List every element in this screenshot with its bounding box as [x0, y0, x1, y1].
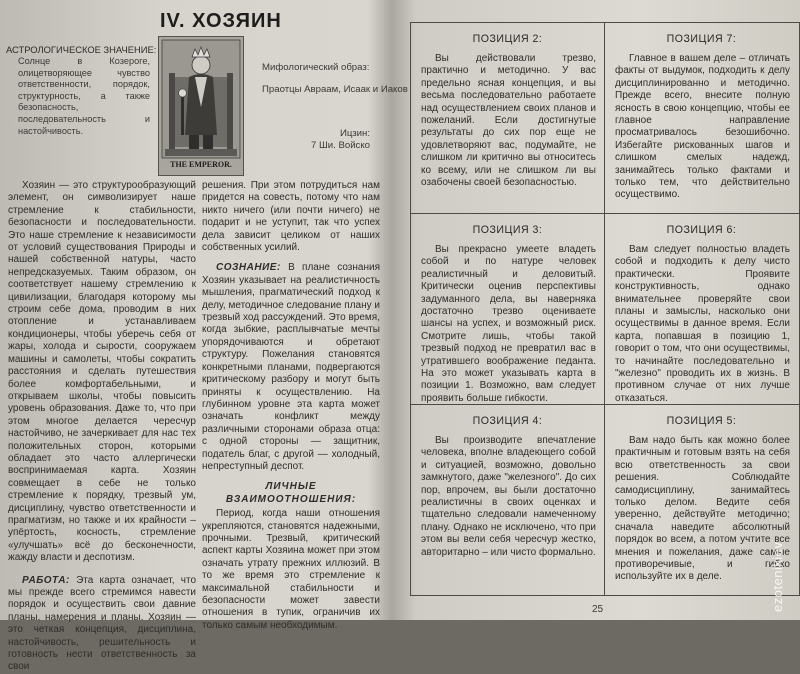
- intro-paragraph: Хозяин — это структурообразующий элемент, он символизирует наше стремление к стабильности, безопасности и последовательности. Это наше стремление к независимости от условий существования Природы и нашей собственной натуры, часто непредсказуемых. Таким образом, он соответствует нашему стремлению к цивилизации, благодаря которому мы строим себе дома, проводим в них отопление и устанавливаем кондиционеры, чтобы уберечь себя от жары, холода и сырости, сооружаем машины и самолеты, чтобы сократить расстояния и сделать путешествия более комфортабельными, и открываем школы, чтобы повысить уровень образования. Даже то, что при этом многое делается чересчур настойчиво, не зачеркивает для нас тех положительных сторон, которыми обладает это часто аллергически воспринимаемая карта. Хозяин совмещает в себе не только стремление к порядку, трезвый ум, дисциплину, чувство ответственности и прагматизм, но также и их крайности – упёртость, косность, стремление «улучшать» всё до бесконечности, жажду власти и деспотизм.: [8, 180, 196, 564]
- iching-value: 7 Ши. Войско: [310, 140, 370, 151]
- position-2-cell: [411, 23, 604, 213]
- position-text: Главное в вашем деле – отличать факты от выдумок, подходить к делу дисциплинированно и методично. Прежде всего, внесите полную ясность в свою концепцию, чтобы ее главное направление просматривалось безошибочно. Избегайте рискованных шагов и слишком смелых надежд, занимайтесь только фактами и только тем, что действительно осуществимо.: [615, 53, 790, 201]
- consciousness-text: В плане сознания Хозяин указывает на реалистичность мышления, прагматический подход к делу, методичное следование плану и трезвый ход рассуждений. Это время, когда зыбкие, расплывчатые мечты упорядочиваются и обретают структуру. Пожелания становятся конкретными планами, подвергаются критическому разбору и могут быть приняты к осуществлению. На глубинном уровне эта карта может означать конфликт между различными сторонами образа отца: с одной стороны — защитник, податель благ, с другой — холодный, непреступный деспот.: [202, 262, 380, 472]
- positions-table: [410, 22, 800, 596]
- relations-text: Период, когда наши отношения укрепляются, становятся надежными, прочными. Трезвый, критический аспект карты Хозяина может при этом означать утрату прежних иллюзий. В то же время это стремление к максимальной стабильности и безопасности может завести отношения в тупик, ограничив их только самым необходимым.: [202, 508, 380, 631]
- astro-text: Солнце в Козероге, олицетворяющее чувство ответственности, порядок, структурность, а также безопасность, последовательность и настойчивость.: [18, 56, 150, 136]
- position-text: Вы прекрасно умеете владеть собой и по натуре человек реалистичный и деловитый. Критически оценив перспективы задуманного дела, вы наверняка достаточно трезво оцениваете шансы на успех, и возможный риск. Смотрите лишь, чтобы такой трезвый подход не превратил вас в утратившего воображение педанта. На это может указывать карта в позиции 1. Возможно, вам следует проявить больше гибкости.: [421, 244, 596, 404]
- myth-label: Мифологический образ:: [262, 62, 370, 73]
- decisions-paragraph: решения. При этом потрудиться нам придется на совесть, потому что нам никто ничего (или почти ничего) не подарит и не уступит, так что успех дела зависит целиком от наших собственных усилий.: [202, 180, 380, 254]
- work-paragraph: [8, 575, 196, 674]
- left-text-column: [8, 180, 196, 674]
- myth-value: Праотцы Авраам, Исаак и Иаков: [262, 84, 408, 95]
- watermark: ezotenikiev: [770, 541, 785, 612]
- right-page: [400, 0, 800, 620]
- emperor-figure-icon: [159, 37, 243, 175]
- position-label: ПОЗИЦИЯ 4:: [472, 415, 543, 427]
- position-text: Вам надо быть как можно более практичным и готовым взять на себя всю ответственность за свои решения. Соблюдайте самодисциплину, занимайтесь только делом. Ведите себя уверенно, действуйте методично; сначала наведите абсолютный порядок во всем, а потом учтите все мнения и пожелания, даже самые противоречивые, и гибко используйте их в деле.: [615, 435, 790, 583]
- consciousness-heading: СОЗНАНИЕ:: [216, 262, 281, 274]
- right-text-column: [202, 180, 380, 632]
- position-label: ПОЗИЦИЯ 7:: [666, 33, 737, 45]
- position-text: Вы действовали трезво, практично и методично. У вас предельно ясная концепция, и вы весьма последовательно работаете над осуществлением своих планов и пожеланий. Если достигнутые результаты до сих пор еще не удовлетворяют вас, подумайте, не слишком ли критично вы относитесь ко всему, или не слишком ли вы озабочены своей безопасностью.: [421, 53, 596, 189]
- position-label: ПОЗИЦИЯ 6:: [666, 224, 737, 236]
- position-7-cell: [605, 23, 798, 213]
- position-text: Вы производите впечатление человека, вполне владеющего собой и ситуацией, возможно, довольно замкнутого, даже "железного". До сих пор, впрочем, вы были достаточно реалистичны в своих оценках и тщательно следовали намеченному плану. Однако не исключено, что при этом вы вели себя чересчур жестко, авторитарно – или чисто формально.: [421, 435, 596, 558]
- card-caption: THE EMPEROR.: [170, 160, 232, 169]
- page-number: 25: [592, 604, 604, 615]
- position-label: ПОЗИЦИЯ 2:: [472, 33, 543, 45]
- emperor-card-image: [158, 36, 244, 176]
- work-text: Эта карта означает, что мы прежде всего стремимся навести порядок и осуществить свои давние планы, намерения и планы. Хозяин — это четкая концепция, дисциплина, настойчивость, решительность и готовность нести ответственность за свои: [8, 574, 197, 673]
- position-text: Вам следует полностью владеть собой и подходить к делу чисто практически. Проявите конструктивность, однако внимательнее проверяйте свои планы и замыслы, насколько они осуществимы в данное время. Если карта, попавшая в позицию 1, говорит о том, что они осуществимы, то начинайте последовательно и "железно" проводить их в жизнь. В противном случае от них лучше отказаться.: [615, 244, 790, 404]
- astro-heading: АСТРОЛОГИЧЕСКОЕ ЗНАЧЕНИЕ:: [6, 44, 157, 55]
- position-label: ПОЗИЦИЯ 3:: [472, 224, 543, 236]
- iching-label: Ицзин:: [339, 128, 370, 139]
- consciousness-paragraph: [202, 262, 380, 473]
- work-heading: РАБОТА:: [22, 574, 70, 586]
- position-4-cell: [411, 405, 604, 595]
- position-3-cell: [411, 214, 604, 404]
- position-6-cell: [605, 214, 798, 404]
- chapter-title: IV. ХОЗЯИН: [160, 10, 282, 32]
- relations-heading: ЛИЧНЫЕ ВЗАИМООТНОШЕНИЯ:: [225, 481, 357, 505]
- position-label: ПОЗИЦИЯ 5:: [666, 415, 737, 427]
